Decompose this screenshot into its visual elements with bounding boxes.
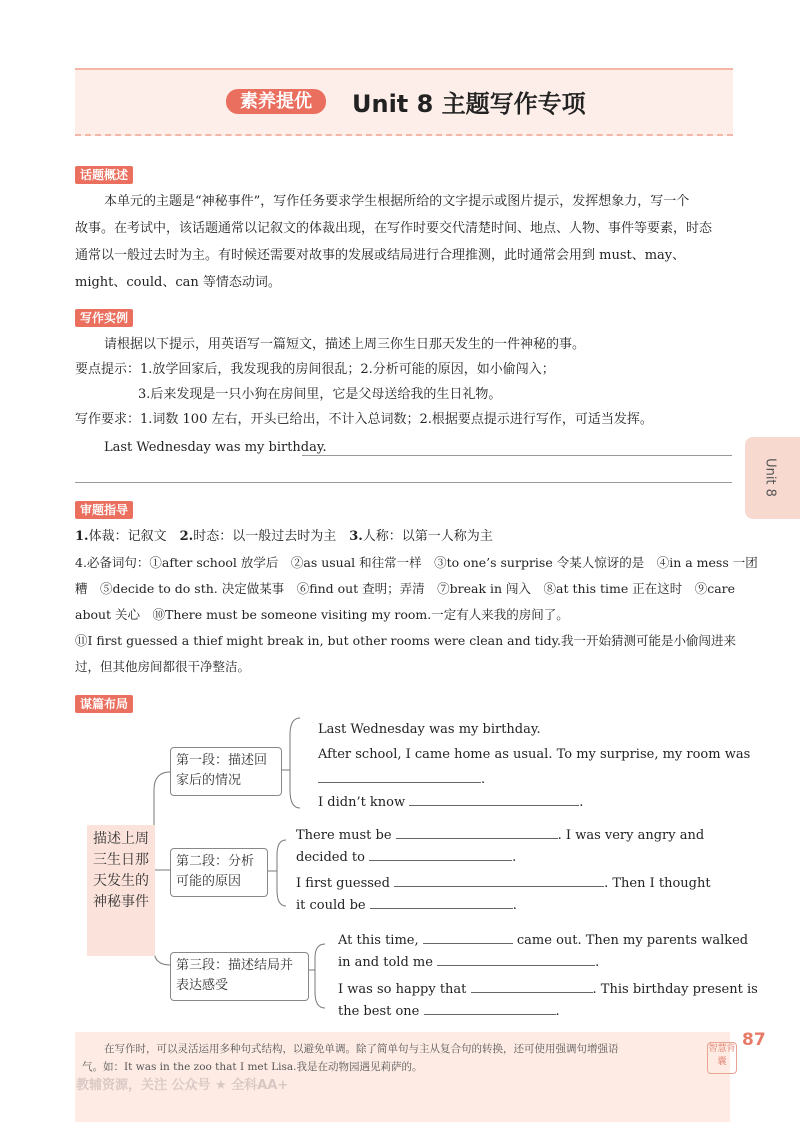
para3-line-4-start: the best one — [338, 1004, 420, 1019]
section-tag-layout: 谋篇布局 — [75, 695, 133, 713]
guide-line-5: ⑪I first guessed a thief might break in, but other rooms were clean and tidy.我一开始猜测可能是小偷闯进来 — [75, 633, 737, 648]
layout-main-box: 描述上周三生日那天发生的神秘事件 — [87, 825, 155, 956]
para2-blank-1[interactable] — [396, 824, 558, 839]
para3-line-4-end: . — [555, 1004, 560, 1019]
para3-blank-1[interactable] — [423, 929, 513, 944]
watermark: 教辅资源，关注 公众号 ★ 全科AA+ — [76, 1078, 289, 1093]
section-tag-example: 写作实例 — [75, 309, 133, 327]
section-tag-topic: 话题概述 — [75, 166, 133, 184]
topic-line-4: might、could、can 等情态动词。 — [75, 275, 281, 290]
para3-line-1-start: At this time, — [338, 933, 419, 948]
para1-blank-1[interactable] — [318, 768, 481, 783]
para2-blank-3[interactable] — [394, 872, 604, 887]
guide-num-3: 3. — [349, 529, 363, 544]
para3-blank-4[interactable] — [424, 1000, 556, 1015]
example-opening: Last Wednesday was my birthday. — [104, 440, 327, 455]
para1-line-4 — [318, 789, 583, 816]
guide-tense: 时态：以一般过去时为主 — [193, 529, 337, 544]
para3-line-2 — [338, 949, 599, 976]
para3-line-3-start: I was so happy that — [338, 982, 467, 997]
para3-blank-2[interactable] — [437, 951, 595, 966]
para1-line-3-end: . — [481, 772, 486, 787]
para2-label: 第二段：分析可能的原因 — [170, 848, 268, 897]
para2-line-1-start: There must be — [296, 828, 392, 843]
para1-line-4-start: I didn’t know — [318, 795, 406, 810]
para2-line-4 — [296, 892, 517, 919]
section-tag-guide: 审题指导 — [75, 501, 133, 519]
example-line-4: 写作要求：1.词数 100 左右，开头已给出，不计入总词数；2.根据要点提示进行写作，可适当发挥。 — [75, 412, 653, 427]
example-line-3: 3.后来发现是一只小狗在房间里，它是父母送给我的生日礼物。 — [138, 387, 502, 402]
header-badge: 素养提优 — [226, 89, 326, 114]
side-tab-label: Unit 8 — [762, 458, 778, 497]
page-number: 87 — [742, 1030, 766, 1050]
topic-line-1: 本单元的主题是“神秘事件”，写作任务要求学生根据所给的文字提示或图片提示，发挥想象力，写一个 — [104, 194, 690, 209]
para1-blank-2[interactable] — [409, 791, 579, 806]
guide-line-3: 糟 ⑤decide to do sth. 决定做某事 ⑥find out 查明；弄清 ⑦break in 闯入 ⑧at this time 正在这时 ⑨care — [75, 581, 736, 596]
para1-line-4-end: . — [579, 795, 584, 810]
guide-num-1: 1. — [75, 529, 89, 544]
page-title: Unit 8 主题写作专项 — [352, 90, 586, 118]
para2-line-2 — [296, 844, 516, 871]
wisdom-badge: 智慧背囊 — [707, 1042, 737, 1074]
para1-line-1: Last Wednesday was my birthday. — [318, 722, 541, 737]
example-line-2: 要点提示：1.放学回家后，我发现我的房间很乱；2.分析可能的原因，如小偷闯入； — [75, 362, 555, 377]
guide-line-6: 过，但其他房间都很干净整洁。 — [75, 659, 251, 674]
para1-label: 第一段：描述回家后的情况 — [170, 747, 282, 796]
para2-line-2-end: . — [512, 850, 517, 865]
para2-line-1-end: . I was very angry and — [557, 828, 705, 843]
example-line-1: 请根据以下提示，用英语写一篇短文，描述上周三你生日那天发生的一件神秘的事。 — [104, 337, 586, 352]
topic-line-3: 通常以一般过去时为主。有时候还需要对故事的发展或结局进行合理推测，此时通常会用到 must、may、 — [75, 248, 686, 263]
guide-genre: 体裁：记叙文 — [88, 529, 167, 544]
para2-line-3-end: . Then I thought — [604, 876, 711, 891]
para2-line-3-start: I first guessed — [296, 876, 390, 891]
para3-line-2-end: . — [595, 955, 600, 970]
para1-line-2: After school, I came home as usual. To my surprise, my room was — [318, 747, 751, 762]
para3-blank-3[interactable] — [471, 978, 593, 993]
para2-blank-4[interactable] — [370, 894, 513, 909]
para2-line-4-start: it could be — [296, 898, 366, 913]
para3-line-1-end: came out. Then my parents walked — [516, 933, 749, 948]
topic-line-2: 故事。在考试中，该话题通常以记叙文的体裁出现，在写作时要交代清楚时间、地点、人物、事件等要素，时态 — [75, 221, 713, 236]
guide-num-2: 2. — [179, 529, 194, 544]
para2-line-4-end: . — [512, 898, 517, 913]
para2-line-2-start: decided to — [296, 850, 365, 865]
para3-label: 第三段：描述结局并表达感受 — [170, 952, 309, 1001]
tip-line-1: 在写作时，可以灵活运用多种句式结构，以避免单调。除了简单句与主从复合句的转换，还可使用强调句增强语 — [104, 1043, 619, 1055]
para3-line-4 — [338, 998, 560, 1025]
guide-line-2: 4.必备词句：①after school 放学后 ②as usual 和往常一样 ③to one’s surprise 令某人惊讶的是 ④in a mess 一团 — [75, 555, 758, 570]
guide-line-4: about 关心 ⑩There must be someone visiting my room.一定有人来我的房间了。 — [75, 607, 569, 622]
tip-line-2: 气。如：It was in the zoo that I met Lisa.我是在动物园遇见莉萨的。 — [82, 1061, 423, 1073]
para3-line-2-start: in and told me — [338, 955, 433, 970]
para2-blank-2[interactable] — [369, 846, 512, 861]
para3-line-3-end: . This birthday present is — [592, 982, 758, 997]
guide-person: 人称：以第一人称为主 — [362, 529, 493, 544]
